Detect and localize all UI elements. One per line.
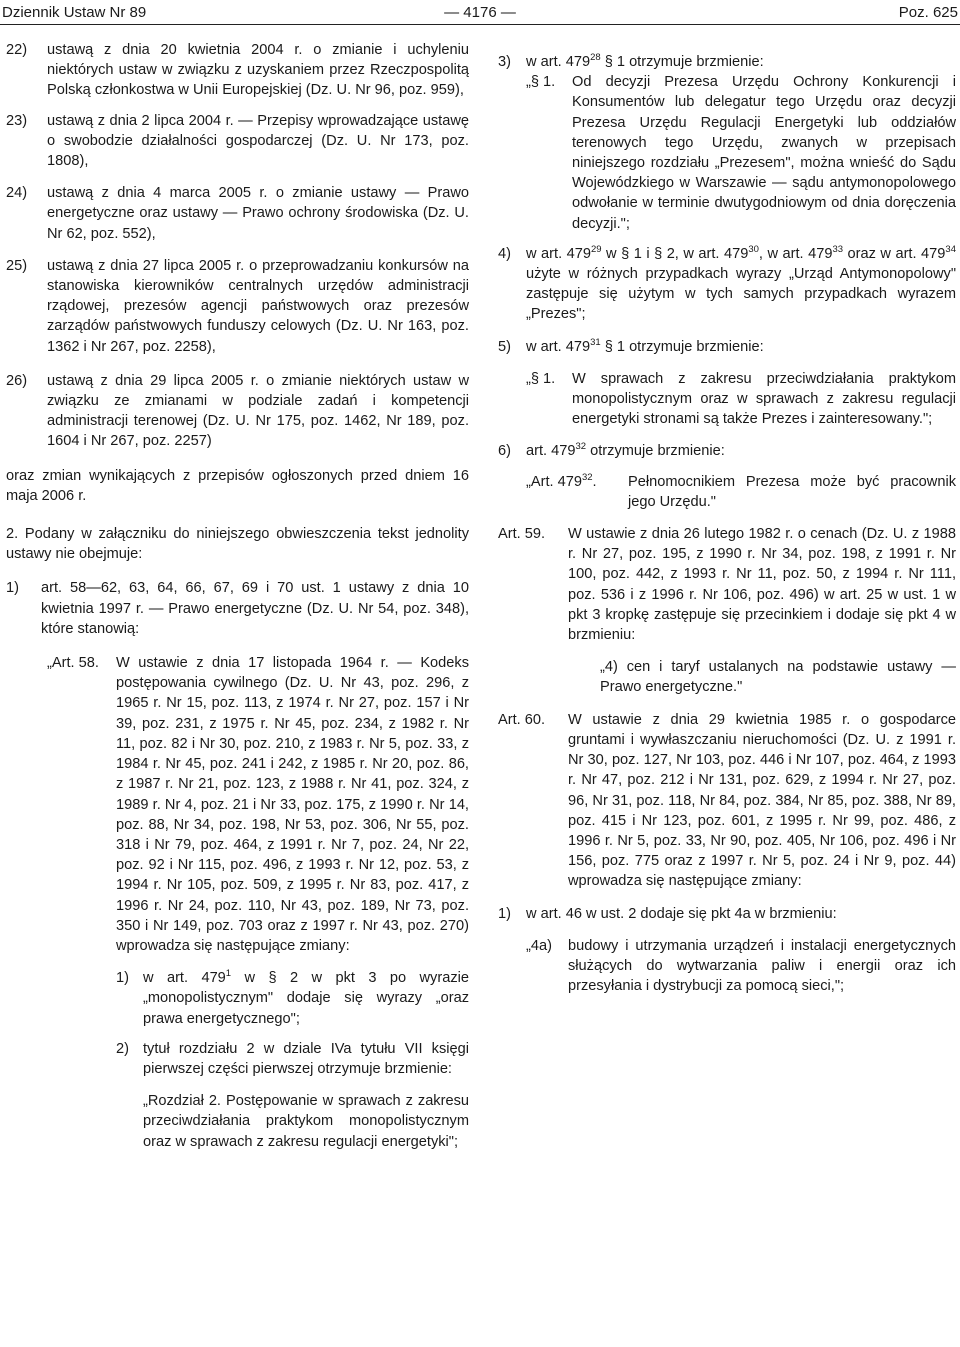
item-text: w art. 46 w ust. 2 dodaje się pkt 4a w brzmieniu:: [526, 905, 837, 922]
article-label: Art. 60.: [498, 711, 546, 728]
article-block: [6, 653, 469, 956]
paragraph-label: „§ 1.: [526, 370, 556, 387]
article-block: [498, 710, 956, 892]
item-number: 1): [116, 970, 129, 987]
item-number: 25): [6, 257, 28, 274]
item-text: ustawą z dnia 4 marca 2005 r. o zmianie ustawy — Prawo energetyczne oraz ustawy — Prawo ochrony środowiska (Dz. U. Nr 62, poz. 552),: [47, 185, 469, 242]
quoted-point: [498, 936, 956, 997]
paragraph: oraz zmian wynikających z przepisów ogłoszonych przed dniem 16 maja 2006 r.: [6, 467, 469, 504]
list-item: [6, 256, 469, 357]
list-item: [498, 52, 956, 72]
item-number: 26): [6, 372, 28, 389]
left-column: [6, 40, 469, 1152]
paragraph: 2. Podany w załączniku do niniejszego obwieszczenia tekst jednolity ustawy nie obejmuje:: [6, 526, 469, 563]
item-text: w art. $479^{28}$ § 1 otrzymuje brzmienie:: [526, 52, 764, 70]
item-text: ustawą z dnia 27 lipca 2005 r. o przeprowadzaniu konkursów na stanowiska kierowników centralnych urzędów administracji rządowej, prezesów agencji państwowych oraz prezesów zarządów państwowych funduszy celowych (Dz. U. Nr 163, poz. 1362 i Nr 267, poz. 2258),: [47, 257, 469, 355]
item-number: 4): [498, 245, 511, 262]
article-text: W ustawie z dnia 17 listopada 1964 r. — Kodeks postępowania cywilnego (Dz. U. Nr 43, poz. 296, z 1965 r. Nr 15, poz. 113, z 1974 r. Nr 27, poz. 157 i Nr 39, poz. 231, z 1975 r. Nr 45, poz. 234, z 1982 r. Nr 11, poz. 82 i Nr 30, poz. 210, z 1983 r. Nr 5, poz. 33, z 1984 r. Nr 45, poz. 241 i 242, z 1985 r. Nr 20, poz. 86, z 1987 r. Nr 21, poz. 123, z 1988 r. Nr 41, poz. 324, z 1989 r. Nr 4, poz. 21 i Nr 33, poz. 175, z 1990 r. Nr 14, poz. 88, Nr 34, poz. 198, Nr 53, poz. 306, Nr 55, poz. 318 i Nr 79, poz. 464, z 1991 r. Nr 7, poz. 24, Nr 22, poz. 92 i Nr 115, poz. 496, z 1993 r. Nr 12, poz. 53, z 1994 r. Nr 105, poz. 509, z 1995 r. Nr 83, poz. 417, z 1996 r. Nr 24, poz. 110, Nr 43, poz. 189, Nr 73, poz. 350 i Nr 149, poz. 703 oraz z 1997 r. Nr 43, poz. 270) wprowadza się następujące zmiany:: [116, 655, 469, 954]
article-label: „Art. $479^{32}$.: [526, 471, 597, 490]
list-item: [498, 441, 956, 461]
article-text: W ustawie z dnia 29 kwietnia 1985 r. o gospodarce gruntami i wywłaszczaniu nieruchomości (Dz. U. z 1991 r. Nr 30, poz. 127, Nr 103, poz. 446 i Nr 107, poz. 464, z 1993 r. Nr 47, poz. 212 i Nr 131, poz. 629, z 1994 r. Nr 27, poz. 96, Nr 31, poz. 118, Nr 84, poz. 384, Nr 85, poz. 388, Nr 89, poz. 415 i Nr 123, poz. 601, z 1995 r. Nr 99, poz. 486, z 1996 r. Nr 5, poz. 33, Nr 90, poz. 405, Nr 106, poz. 496 i Nr 156, poz. 775 oraz z 1997 r. Nr 5, poz. 24 i Nr 9, poz. 44) wprowadza się następujące zmiany:: [568, 711, 956, 890]
article-text: Pełnomocnikiem Prezesa może być pracownik jego Urzędu.": [628, 473, 956, 510]
paragraph-text: W sprawach z zakresu przeciwdziałania praktykom monopolistycznym oraz w sprawach z zakresu regulacji energetyki stronami są także Prezes i zainteresowany.";: [572, 370, 956, 428]
right-column: [498, 40, 956, 996]
list-item: [6, 183, 469, 244]
item-number: 6): [498, 443, 511, 460]
list-item: [498, 244, 956, 325]
list-item: [498, 337, 956, 357]
item-text: w art. $479^{31}$ § 1 otrzymuje brzmienie:: [526, 336, 764, 355]
item-number: 22): [6, 42, 28, 58]
list-item: [6, 578, 469, 639]
item-number: 5): [498, 338, 511, 355]
journal-title: Dziennik Ustaw Nr 89: [2, 4, 147, 21]
paragraph-text: Od decyzji Prezesa Urzędu Ochrony Konkurencji i Konsumentów lub delegatur tego Urzędu oraz decyzji Prezesa Urzędu Regulacji Energetyki lub oddziałów terenowych tego Urzędu, zwanych w przepisach niniejszego rozdziału „Prezesem", można wnieść do Sądu Wojewódzkiego w Warszawie — sądu antymonopolowego odwołanie w terminie dwutygodniowym od dnia doręczenia decyzji.";: [572, 74, 956, 232]
article-label: Art. 59.: [498, 526, 546, 543]
item-text: ustawą z dnia 29 lipca 2005 r. o zmianie niektórych ustaw w związku ze zmianami w podziale zadań i kompetencji administracji terenowej (Dz. U. Nr 175, poz. 1462, Nr 189, poz. 1604 i Nr 267, poz. 2257): [47, 372, 469, 450]
item-number: 3): [498, 54, 511, 70]
point-text: budowy i utrzymania urządzeń i instalacji energetycznych służących do wytwarzania paliw i energii oraz ich przesyłania i dystrybucji za pomocą sieci,";: [568, 937, 956, 995]
page-header: [0, 0, 960, 25]
list-item: [6, 371, 469, 452]
article-block: [498, 524, 956, 645]
quoted-text: „Rozdział 2. Postępowanie w sprawach z zakresu przeciwdziałania praktykom monopolistycznym oraz w sprawach z zakresu regulacji energetyki";: [143, 1093, 469, 1150]
article-label: „Art. 58.: [47, 655, 99, 672]
item-number: 23): [6, 112, 28, 129]
list-item: [6, 1039, 469, 1079]
item-text: tytuł rozdziału 2 w dziale IVa tytułu VII księgi pierwszej części pierwszej otrzymuje brzmienie:: [143, 1040, 469, 1077]
point-label: „4a): [526, 937, 552, 954]
paragraph-label: „§ 1.: [526, 74, 556, 91]
quoted-paragraph: [498, 369, 956, 430]
item-text: art. $479^{32}$ otrzymuje brzmienie:: [526, 441, 725, 460]
page-number: — 4176 —: [444, 4, 516, 21]
item-number: 1): [6, 580, 19, 597]
list-item: [498, 904, 956, 924]
quoted-article: [498, 472, 956, 512]
item-text: w art. $479^{29}$ w § 1 i § 2, w art. $479^{30}$, w art. $479^{33}$ oraz w art. $479^{34}$ użyte w różnych przypadkach wyrazy „Urząd Antymonopolowy" zastępuje się użytym w tych samych przypadkach wyrazem „Prezes";: [526, 243, 956, 323]
quoted-paragraph: [498, 72, 956, 234]
item-text: w art. $479^1$ w § 2 w pkt 3 po wyrazie „monopolistycznym" dodaje się wyrazy „oraz prawa energetycznego";: [143, 968, 469, 1027]
list-item: [6, 968, 469, 1029]
item-text: ustawą z dnia 20 kwietnia 2004 r. o zmianie i uchyleniu niektórych ustaw w związku z uzyskaniem przez Rzeczpospolitą Polską członkostwa w Unii Europejskiej (Dz. U. Nr 96, poz. 959),: [47, 42, 469, 99]
item-number: 1): [498, 905, 511, 922]
list-item: [6, 40, 469, 101]
item-text: ustawą z dnia 2 lipca 2004 r. — Przepisy wprowadzające ustawę o swobodzie działalności gospodarczej (Dz. U. Nr 173, poz. 1808),: [47, 112, 469, 170]
list-item: [6, 111, 469, 172]
article-text: W ustawie z dnia 26 lutego 1982 r. o cenach (Dz. U. z 1988 r. Nr 27, poz. 195, z 1990 r. Nr 34, poz. 198, z 1991 r. Nr 100, poz. 442, z 1993 r. Nr 11, poz. 50, z 1994 r. Nr 111, poz. 536 i z 1996 r. Nr 106, poz. 496) w art. 25 w ust. 1 w pkt 3 kropkę zastępuje się przecinkiem i dodaje się pkt 4 w brzmieniu:: [568, 526, 956, 644]
quoted-text: „4) cen i taryf ustalanych na podstawie ustawy — Prawo energetyczne.": [600, 659, 956, 696]
item-number: 24): [6, 185, 28, 202]
position-number: Poz. 625: [898, 4, 958, 21]
item-text: art. 58—62, 63, 64, 66, 67, 69 i 70 ust. 1 ustawy z dnia 10 kwietnia 1997 r. — Prawo energetyczne (Dz. U. Nr 54, poz. 348), które stanowią:: [41, 580, 469, 637]
item-number: 2): [116, 1040, 129, 1057]
